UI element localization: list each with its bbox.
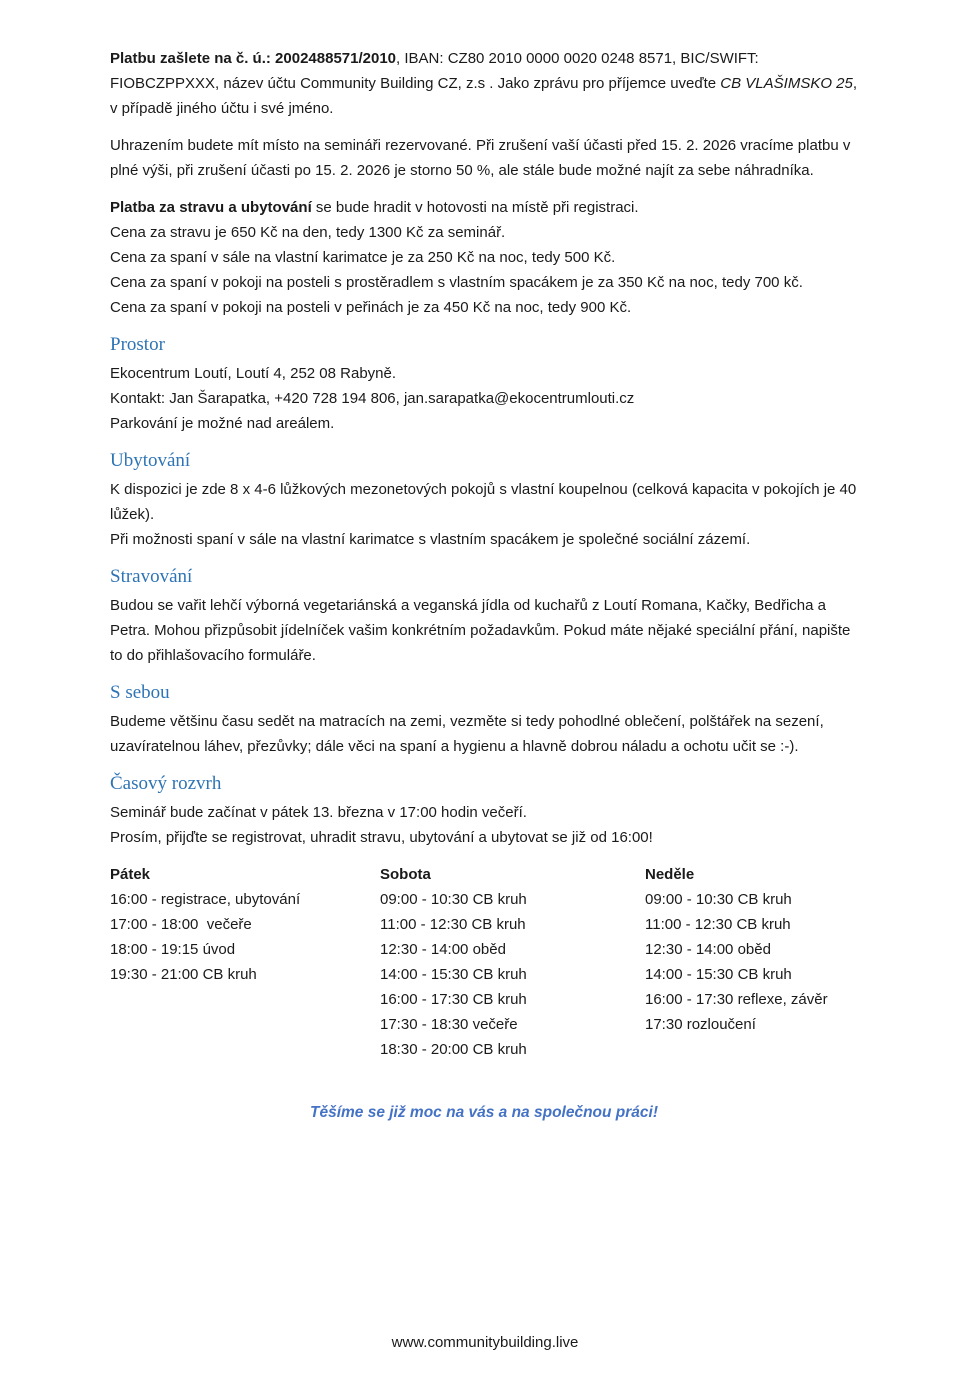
section-casovy-rozvrh-text <box>110 800 858 850</box>
footer-url: www.communitybuilding.live <box>391 1334 579 1351</box>
schedule-start-line: Seminář bude začínat v pátek 13. března v 17:00 hodin večeří. <box>110 804 527 821</box>
schedule-row: 18:00 - 19:15 úvod <box>110 941 236 958</box>
schedule-row: 11:00 - 12:30 CB kruh <box>380 916 526 933</box>
payment-reference: CB VLAŠIMSKO 25 <box>720 75 853 92</box>
schedule-row: 18:30 - 20:00 CB kruh <box>380 1041 527 1058</box>
schedule-column-friday <box>110 862 380 1062</box>
schedule-row: 17:30 - 18:30 večeře <box>380 1016 518 1033</box>
schedule-registration-line: Prosím, přijďte se registrovat, uhradit stravu, ubytování a ubytovat se již od 16:00! <box>110 829 653 846</box>
schedule-day-header: Neděle <box>645 866 695 883</box>
price-line: Cena za spaní v pokoji na posteli s prostěradlem s vlastním spacákem je za 350 Kč na noc, tedy 700 kč. <box>110 274 803 291</box>
price-line: Cena za spaní v pokoji na posteli v peřinách je za 450 Kč na noc, tedy 900 Kč. <box>110 299 632 316</box>
schedule-day-header: Sobota <box>380 866 431 883</box>
accommodation-hall-line: Při možnosti spaní v sále na vlastní karimatce s vlastním spacákem je společné sociální zázemí. <box>110 531 751 548</box>
section-s-sebou-text <box>110 709 858 759</box>
schedule-row: 11:00 - 12:30 CB kruh <box>645 916 791 933</box>
section-heading-ubytovani: Ubytování <box>110 450 191 471</box>
section-heading-casovy-rozvrh: Časový rozvrh <box>110 773 222 794</box>
board-lead-bold: Platba za stravu a ubytování <box>110 199 312 216</box>
section-heading-stravovani: Stravování <box>110 566 193 587</box>
payment-account-number: Platbu zašlete na č. ú.: 2002488571/2010 <box>110 50 397 67</box>
closing-message: Těšíme se již moc na vás a na společnou práci! <box>309 1104 659 1121</box>
venue-parking-line: Parkování je možné nad areálem. <box>110 415 335 432</box>
schedule-column-sunday <box>645 862 858 1062</box>
board-lead-tail: se bude hradit v hotovosti na místě při registraci. <box>311 199 639 216</box>
section-stravovani-text <box>110 593 858 668</box>
schedule-row: 14:00 - 15:30 CB kruh <box>380 966 527 983</box>
schedule-column-saturday <box>380 862 645 1062</box>
schedule-row: 17:30 rozloučení <box>645 1016 756 1033</box>
section-heading-s-sebou: S sebou <box>110 682 170 703</box>
section-heading-prostor: Prostor <box>110 334 165 355</box>
section-ubytovani-text <box>110 477 858 552</box>
schedule-table <box>110 862 858 1062</box>
payment-tail-text: , v případě jiného účtu i své jméno. <box>110 75 858 117</box>
price-line: Cena za stravu je 650 Kč na den, tedy 1300 Kč za seminář. <box>110 224 506 241</box>
bring-items-line: Budeme většinu času sedět na matracích na zemi, vezměte si tedy pohodlné oblečení, polštářek na sezení, uzavíratelnou láhev, přezůvky; dále věci na spaní a hygienu a hlavně dobrou náladu a ochotu učit se :-). <box>110 713 824 755</box>
venue-address-line: Ekocentrum Loutí, Loutí 4, 252 08 Rabyně. <box>110 365 397 382</box>
schedule-row: 16:00 - 17:30 CB kruh <box>380 991 527 1008</box>
schedule-row: 09:00 - 10:30 CB kruh <box>645 891 792 908</box>
schedule-row: 09:00 - 10:30 CB kruh <box>380 891 527 908</box>
payment-paragraph <box>110 46 858 121</box>
board-lead-line <box>110 195 858 220</box>
schedule-row: 12:30 - 14:00 oběd <box>380 941 506 958</box>
section-prostor-text <box>110 361 858 436</box>
price-line: Cena za spaní v sále na vlastní karimatce je za 250 Kč na noc, tedy 500 Kč. <box>110 249 616 266</box>
schedule-day-header: Pátek <box>110 866 151 883</box>
schedule-row: 17:00 - 18:00 večeře <box>110 916 252 933</box>
venue-contact-line: Kontakt: Jan Šarapatka, +420 728 194 806, jan.sarapatka@ekocentrumlouti.cz <box>110 390 635 407</box>
schedule-row: 14:00 - 15:30 CB kruh <box>645 966 792 983</box>
meals-description-line: Budou se vařit lehčí výborná vegetariánská a veganská jídla od kuchařů z Loutí Romana, Kačky, Bedřicha a Petra. Mohou přizpůsobit jídelníček vašim konkrétním požadavkům. Pokud máte nějaké speciální přání, napište to do přihlašovacího formuláře. <box>110 597 851 664</box>
schedule-row: 16:00 - registrace, ubytování <box>110 891 301 908</box>
accommodation-capacity-line: K dispozici je zde 8 x 4-6 lůžkových mezonetových pokojů s vlastní koupelnou (celková kapacita v pokojích je 40 lůžek). <box>110 481 857 523</box>
board-paragraph <box>110 195 858 320</box>
schedule-row: 16:00 - 17:30 reflexe, závěr <box>645 991 828 1008</box>
schedule-row: 19:30 - 21:00 CB kruh <box>110 966 257 983</box>
schedule-row: 12:30 - 14:00 oběd <box>645 941 771 958</box>
payment-iban-text: , IBAN: CZ80 2010 0000 0020 0248 8571, BIC/SWIFT: FIOBCZPPXXX, název účtu Community Building CZ, z.s . Jako zprávu pro příjemce uveďte <box>110 50 759 92</box>
cancellation-paragraph: Uhrazením budete mít místo na semináři rezervované. Při zrušení vaší účasti před 15. 2. 2026 vracíme platbu v plné výši, při zrušení účasti po 15. 2. 2026 je storno 50 %, ale stále bude možné najít za sebe náhradníka. <box>110 137 851 179</box>
